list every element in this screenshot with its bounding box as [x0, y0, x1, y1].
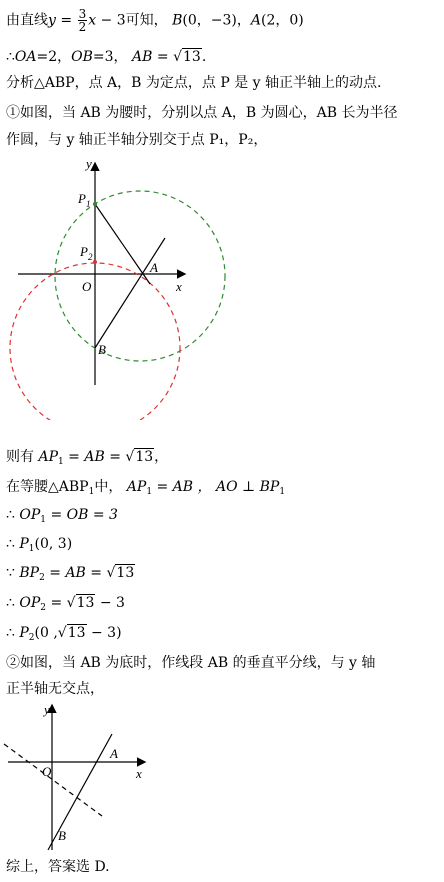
var-oa: OA	[14, 49, 37, 65]
sub: 1	[146, 487, 153, 497]
radicand: 13	[116, 565, 135, 581]
p2-letter: P	[80, 244, 88, 259]
sqrt-13: √13	[173, 49, 201, 65]
because: ∵	[6, 565, 20, 581]
text: = AB =	[44, 565, 107, 581]
text: = OB = 3	[46, 507, 118, 523]
line-12	[6, 624, 122, 647]
var-x: x	[88, 12, 97, 29]
text: =	[55, 12, 77, 29]
sqrt-13: √13	[66, 595, 95, 611]
therefore: ∴	[6, 49, 15, 65]
radicand: 13	[76, 595, 95, 611]
line-3: 分析△ABP，点 A，B 为定点，点 P 是 y 轴正半轴上的动点.	[6, 75, 382, 91]
var: AP	[126, 479, 147, 495]
label-y: y	[86, 156, 92, 171]
line-13: ②如图，当 AB 为底时，作线段 AB 的垂直平分线，与 y 轴	[6, 655, 376, 671]
label-a: A	[110, 746, 118, 761]
var-ob: OB	[71, 49, 93, 65]
text: − 3	[95, 595, 125, 611]
sqrt-13: √13	[57, 625, 86, 641]
sub: 2	[40, 603, 46, 613]
var: P	[19, 625, 29, 641]
text: =	[152, 49, 174, 65]
label-b: B	[98, 342, 106, 357]
sub: 1	[279, 487, 286, 497]
text: ，	[154, 449, 169, 465]
line-7	[6, 478, 285, 501]
radicand: 13	[182, 49, 201, 65]
sub: 1	[28, 544, 35, 554]
text: = AB =	[63, 449, 126, 465]
sub: 2	[39, 573, 45, 583]
var: AP	[38, 449, 58, 465]
therefore: ∴	[6, 595, 20, 611]
label-x: x	[176, 279, 182, 294]
sub: 1	[88, 487, 95, 497]
circle-a	[55, 191, 225, 361]
line-9	[6, 535, 72, 558]
p2-sub: 2	[87, 252, 93, 262]
text: .	[201, 49, 207, 65]
therefore: ∴	[6, 507, 20, 523]
var: P	[19, 536, 29, 552]
text: 中，	[94, 479, 127, 495]
line-6	[6, 448, 168, 471]
label-y: y	[44, 702, 50, 717]
text: = AB ，	[152, 479, 216, 495]
radicand: 13	[135, 449, 154, 465]
sub: 1	[40, 515, 46, 525]
text: =2，	[36, 49, 72, 65]
text: 可知，	[125, 12, 168, 29]
var-ab: AB	[132, 49, 153, 65]
sub: 1	[57, 457, 64, 467]
var-y: y	[48, 12, 56, 29]
label-b: B	[58, 828, 66, 843]
text: 在等腰△ABP	[6, 479, 89, 495]
label-o: O	[82, 279, 92, 294]
text: =	[46, 595, 67, 611]
label-a: A	[150, 260, 158, 275]
line-14: 正半轴无交点，	[6, 681, 104, 697]
label-p1	[77, 191, 90, 209]
label-x: x	[136, 766, 142, 781]
therefore: ∴	[6, 536, 20, 552]
line-8	[6, 506, 118, 529]
text: (0，−3)，	[182, 12, 251, 29]
radicand: 13	[67, 625, 86, 641]
line-11	[6, 594, 125, 617]
text: 由直线	[6, 12, 48, 29]
point-p2	[93, 260, 97, 264]
text: 则有	[6, 449, 39, 465]
frac-den: 2	[78, 20, 87, 34]
text: (0 ,	[34, 625, 58, 641]
var-b: B	[172, 12, 183, 29]
p1-letter: P	[78, 191, 86, 206]
line-p1a	[95, 204, 150, 284]
point-p1	[93, 202, 97, 206]
label-o: O	[42, 764, 52, 779]
line-10	[6, 564, 135, 587]
line-4: ①如图，当 AB 为腰时，分别以点 A，B 为圆心，AB 长为半径	[6, 105, 398, 121]
text: (2，0)	[261, 12, 304, 29]
figure-1	[0, 0, 444, 420]
text: =3，	[92, 49, 128, 65]
sub: 2	[28, 633, 35, 643]
p1-sub: 1	[85, 199, 91, 209]
var-a: A	[250, 12, 261, 29]
frac-num: 3	[78, 7, 87, 21]
sqrt-13: √13	[125, 449, 154, 465]
var: BP	[19, 565, 40, 581]
var: OP	[19, 507, 41, 523]
therefore: ∴	[6, 625, 20, 641]
figure-2	[0, 700, 444, 860]
sqrt-13: √13	[106, 565, 135, 581]
var: OP	[19, 595, 41, 611]
text: (0, 3)	[34, 536, 73, 552]
label-p2	[79, 244, 93, 262]
line-5: 作圆，与 y 轴正半轴分别交于点 P₁，P₂，	[6, 132, 268, 148]
text: − 3	[96, 12, 126, 29]
line-15: 综上，答案选 D.	[6, 859, 110, 875]
text: AO ⊥ BP	[215, 479, 280, 495]
text: − 3)	[86, 625, 122, 641]
